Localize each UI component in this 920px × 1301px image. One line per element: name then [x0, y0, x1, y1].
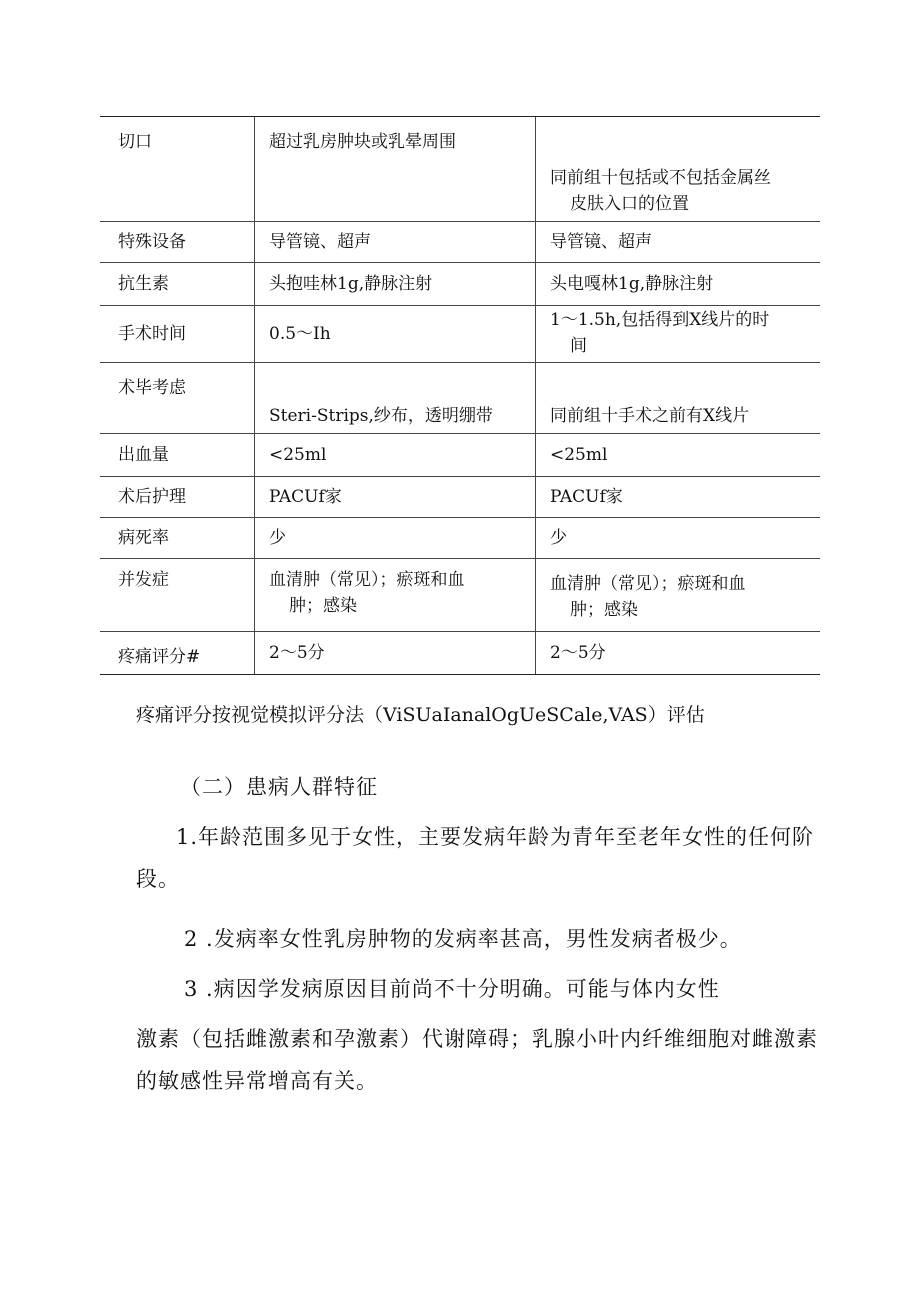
table-row	[100, 433, 820, 476]
cell-line: 间	[570, 336, 587, 356]
table-row	[100, 221, 820, 262]
table-cell	[535, 306, 820, 362]
table-cell: 头电嘎林1g,静脉注射	[535, 263, 820, 305]
surgery-comparison-table	[100, 116, 820, 675]
cell-line: 1～1.5h,包括得到X线片的时	[550, 310, 770, 330]
row-label: 并发症	[118, 570, 169, 590]
table-footnote: 疼痛评分按视觉模拟评分法（ViSUaIanalOgUeSCale,VAS）评估	[136, 704, 705, 726]
row-label: 切口	[118, 132, 152, 152]
table-row	[100, 117, 820, 221]
table-row	[100, 476, 820, 517]
cell-line: 血清肿（常见）；瘀斑和血	[269, 570, 465, 590]
table-cell: PACUf家	[254, 477, 535, 517]
row-label: 术后护理	[118, 487, 186, 507]
paragraph-etiology-cont: 激素（包括雌激素和孕激素）代谢障碍；乳腺小叶内纤维细胞对雌激素的敏感性异常增高有关。	[136, 1027, 818, 1093]
paragraph-incidence: 2 .发病率女性乳房肿物的发病率甚高，男性发病者极少。	[184, 927, 742, 951]
table-cell: 2～5分	[254, 632, 535, 674]
table-cell: 2～5分	[535, 632, 820, 674]
table-cell	[535, 559, 820, 631]
paragraph-age-range: 1.年龄范围多见于女性，主要发病年龄为青年至老年女性的任何阶段。	[136, 825, 815, 891]
cell-line: 皮肤入口的位置	[570, 194, 689, 214]
table-cell: 0.5～Ih	[254, 306, 535, 362]
table-cell: 少	[254, 518, 535, 558]
table-row	[100, 517, 820, 558]
section-heading: （二）患病人群特征	[180, 775, 378, 799]
table-row	[100, 305, 820, 362]
row-label: 抗生素	[118, 274, 169, 294]
table-cell: Steri-Strips,纱布，透明绷带	[254, 363, 535, 433]
row-label: 手术时间	[118, 324, 186, 344]
table-cell: PACUf家	[535, 477, 820, 517]
row-label: 术毕考虑	[118, 378, 186, 398]
table-cell: 同前组十手术之前有X线片	[535, 363, 820, 433]
row-label: 病死率	[118, 528, 169, 548]
table-row	[100, 558, 820, 631]
cell-line: 同前组十包括或不包括金属丝	[550, 168, 771, 188]
table-row	[100, 362, 820, 433]
table-row	[100, 631, 820, 674]
paragraph-etiology: 3 .病因学发病原因目前尚不十分明确。可能与体内女性	[184, 977, 720, 1001]
table-cell: <25ml	[535, 434, 820, 476]
table-cell: 导管镜、超声	[535, 222, 820, 262]
cell-line: 肿；感染	[570, 600, 638, 620]
table-cell: 导管镜、超声	[254, 222, 535, 262]
row-label: 疼痛评分#	[118, 647, 201, 667]
table-cell: 超过乳房肿块或乳晕周围	[254, 117, 535, 221]
row-label: 特殊设备	[118, 232, 186, 252]
table-row	[100, 262, 820, 305]
table-cell: <25ml	[254, 434, 535, 476]
cell-line: 肿；感染	[289, 596, 357, 616]
table-cell	[535, 117, 820, 221]
table-cell: 少	[535, 518, 820, 558]
table-cell	[254, 559, 535, 631]
table-cell: 头抱哇林1g,静脉注射	[254, 263, 535, 305]
cell-line: 血清肿（常见）；瘀斑和血	[550, 574, 746, 594]
row-label: 出血量	[118, 445, 169, 465]
